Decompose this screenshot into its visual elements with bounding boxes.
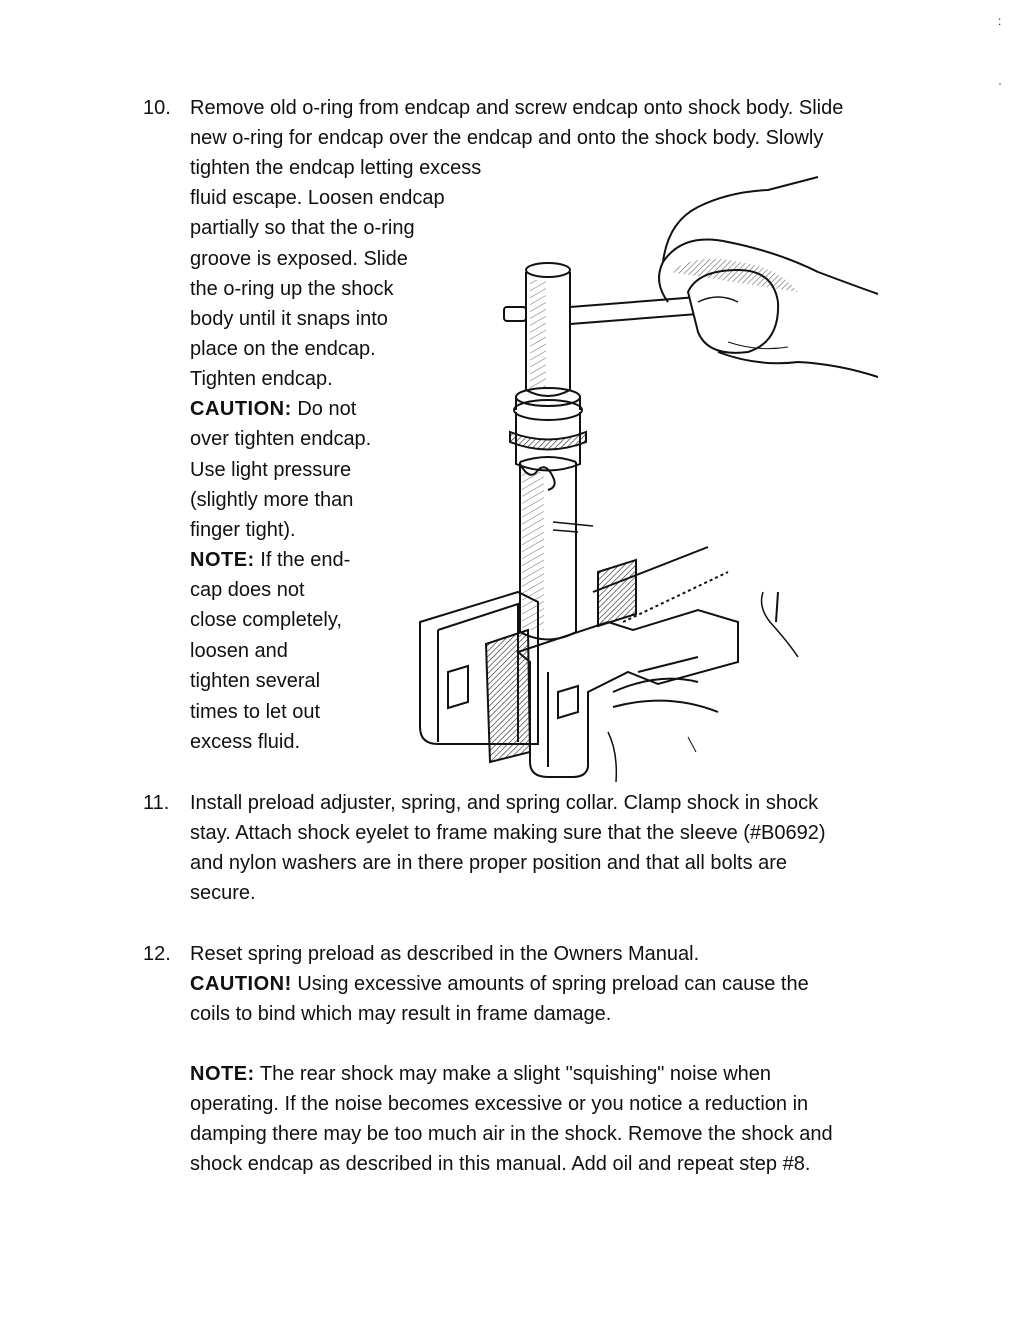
- note-label: NOTE:: [190, 1063, 255, 1085]
- caution-line: coils to bind which may result in frame damage.: [190, 1003, 612, 1025]
- note-text: The rear shock may make a slight "squishing" noise when: [254, 1063, 772, 1085]
- shock-vise-illustration: [398, 152, 898, 792]
- step-text-line: partially so that the o-ring: [190, 217, 415, 239]
- note-line: operating. If the noise becomes excessive or you notice a reduction in: [190, 1093, 809, 1115]
- note-line: excess fluid.: [190, 731, 301, 753]
- caution-line: over tighten endcap.: [190, 428, 372, 450]
- note-text: If the end-: [254, 549, 351, 571]
- scan-speck: ·: [998, 76, 1002, 90]
- step-text-line: place on the endcap.: [190, 338, 376, 360]
- scan-speck: :: [998, 14, 1002, 28]
- step-text-line: stay. Attach shock eyelet to frame making sure that the sleeve (#B0692): [190, 822, 826, 844]
- step-text-line: fluid escape. Loosen endcap: [190, 187, 445, 209]
- caution-label: CAUTION!: [190, 973, 292, 995]
- step-text-line: secure.: [190, 882, 256, 904]
- note-line: times to let out: [190, 701, 321, 723]
- note-line: damping there may be too much air in the shock. Remove the shock and: [190, 1123, 833, 1145]
- step-text-line: tighten the endcap letting excess: [190, 157, 482, 179]
- step-text-line: and nylon washers are in there proper position and that all bolts are: [190, 852, 788, 874]
- caution-line: [190, 974, 809, 994]
- caution-line: (slightly more than: [190, 489, 354, 511]
- caution-line: [190, 399, 356, 419]
- step-text-line: groove is exposed. Slide: [190, 248, 408, 270]
- step-text-line: body until it snaps into: [190, 308, 388, 330]
- step-number: 12.: [143, 943, 171, 965]
- note-line: [190, 1064, 771, 1084]
- caution-text: Do not: [291, 398, 357, 420]
- note-line: [190, 550, 350, 570]
- step-text-line: Install preload adjuster, spring, and spring collar. Clamp shock in shock: [190, 792, 819, 814]
- step-text-line: Remove old o-ring from endcap and screw endcap onto shock body. Slide: [190, 97, 844, 119]
- note-line: shock endcap as described in this manual. Add oil and repeat step #8.: [190, 1153, 811, 1175]
- note-line: tighten several: [190, 670, 321, 692]
- step-number: 10.: [143, 97, 171, 119]
- caution-line: finger tight).: [190, 519, 296, 541]
- step-text-line: Tighten endcap.: [190, 368, 333, 390]
- caution-text: Using excessive amounts of spring preload can cause the: [291, 973, 809, 995]
- step-number: 11.: [143, 792, 170, 814]
- step-text-line: the o-ring up the shock: [190, 278, 394, 300]
- caution-label: CAUTION:: [190, 398, 292, 420]
- step-text-line: new o-ring for endcap over the endcap and onto the shock body. Slowly: [190, 127, 824, 149]
- caution-line: Use light pressure: [190, 459, 352, 481]
- note-label: NOTE:: [190, 549, 255, 571]
- note-line: close completely,: [190, 609, 342, 631]
- step-text-line: Reset spring preload as described in the Owners Manual.: [190, 943, 700, 965]
- note-line: cap does not: [190, 579, 305, 601]
- note-line: loosen and: [190, 640, 288, 662]
